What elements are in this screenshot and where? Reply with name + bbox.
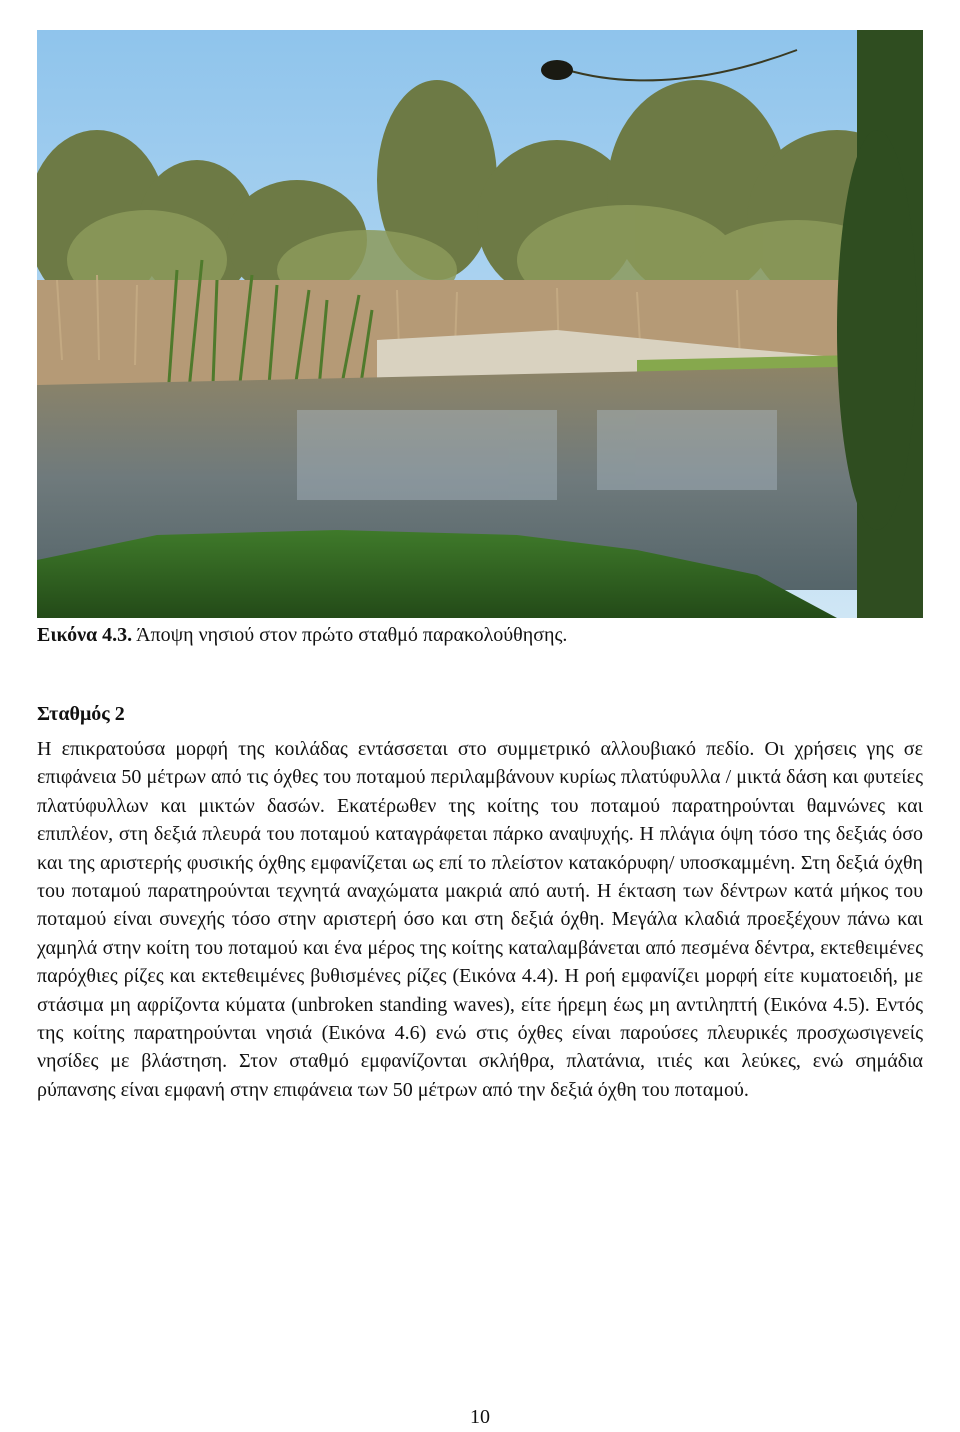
river-island-photo xyxy=(37,30,923,618)
page-number: 10 xyxy=(470,1406,490,1428)
figure-caption xyxy=(37,622,923,648)
body-paragraph: Η επικρατούσα μορφή της κοιλάδας εντάσσεται στο συμμετρικό αλλουβιακό πεδίο. Οι χρήσεις γης σε επιφάνεια 50 μέτρων από τις όχθες του ποταμού περιλαμβάνουν κυρίως πλατύφυλλα / μικτά δάση και φυτείες πλατύφυλλων και μικτών δασών. Εκατέρωθεν της κοίτης του ποταμού παρατηρούνται θαμνώνες και επιπλέον, στη δεξιά πλευρά του ποταμού καταγράφεται πάρκο αναψυχής. Η πλάγια όψη τόσο της δεξιάς όσο και της αριστερής φυσικής όχθης εμφανίζεται ως επί το πλείστον κατακόρυφη/ υποσκαμμένη. Στη δεξιά όχθη του ποταμού παρατηρούνται τεχνητά αναχώματα μακριά από αυτή. Η έκταση των δέντρων κατά μήκος του ποταμού είναι συνεχής τόσο στην αριστερή όσο και στη δεξιά όχθη. Μεγάλα κλαδιά προεξέχουν πάνω και χαμηλά στην κοίτη του ποταμού και ένα μέρος της κοίτης καταλαμβάνεται από πεσμένα δέντρα, εκτεθειμένες παρόχθιες ρίζες και εκτεθειμένες βυθισμένες ρίζες (Εικόνα 4.4). Η ροή εμφανίζει μορφή είτε κυματοειδή, με στάσιμα μη αφρίζοντα κύματα (unbroken standing waves), είτε ήρεμη έως μη αντιληπτή (Εικόνα 4.5). Εντός της κοίτης παρατηρούνται νησιά (Εικόνα 4.6) ενώ στις όχθες είναι παρούσες πλευρικές προσχωσιγενείς νησίδες με βλάστηση. Στον σταθμό εμφανίζονται σκλήθρα, πλατάνια, ιτιές και λεύκες, ενώ σημάδια ρύπανσης είναι εμφανή στην επιφάνεια των 50 μέτρων από την δεξιά όχθη του ποταμού. xyxy=(37,738,923,1101)
figure-label: Εικόνα 4.3. xyxy=(37,624,133,646)
figure-caption-text: Άποψη νησιού στον πρώτο σταθμό παρακολούθησης. xyxy=(136,624,568,646)
section-title: Σταθμός 2 xyxy=(37,703,125,725)
